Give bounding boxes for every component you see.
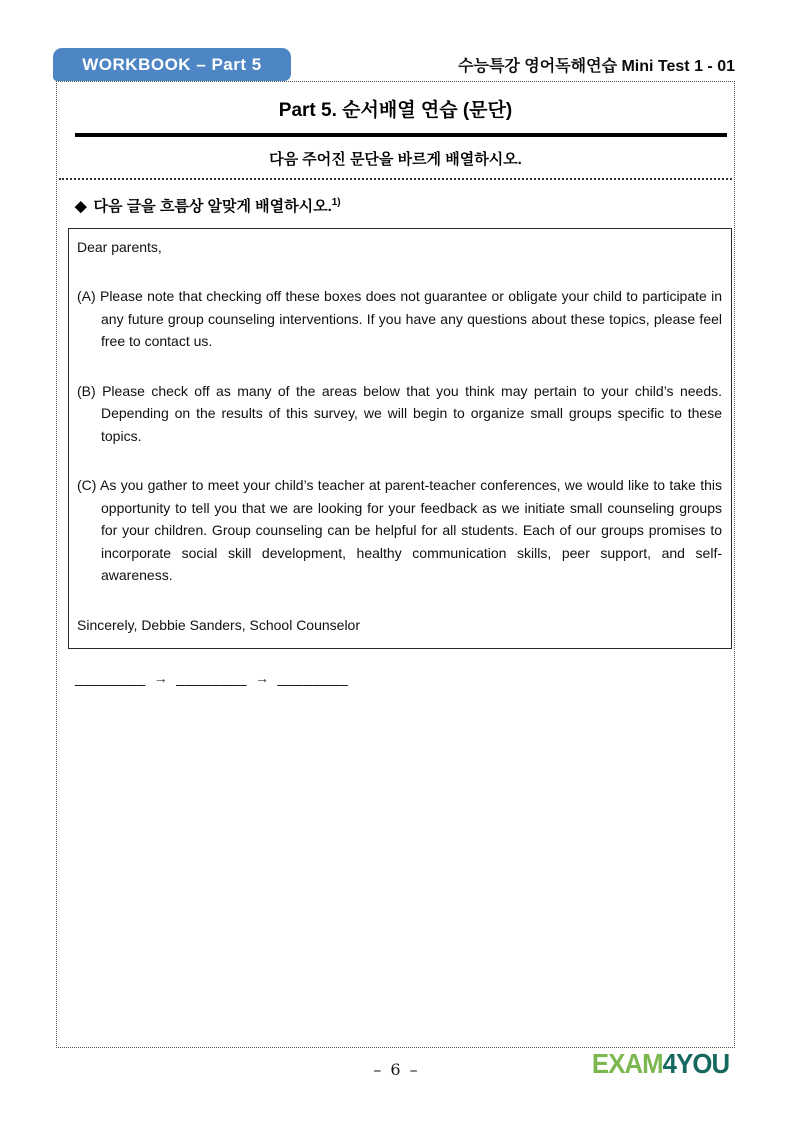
section-title: Part 5. 순서배열 연습 (문단): [278, 100, 513, 121]
workbook-part-tab-label: WORKBOOK – Part 5: [82, 54, 262, 74]
answer-blank-3: ________: [277, 670, 349, 687]
passage-closing: Sincerely, Debbie Sanders, School Counselor: [77, 616, 361, 633]
exam4you-logo: [592, 1048, 729, 1080]
answer-blank-1: ________: [75, 670, 146, 687]
dotted-divider: [59, 178, 732, 180]
paragraph-text: Please check off as many of the areas below that you think may pertain to your child’s needs. Depending on the results of this survey, we will begin to organize small groups specific to these topics.: [101, 382, 722, 444]
logo-text-exam: EXAM: [591, 1048, 663, 1079]
logo-text-4you: 4YOU: [662, 1048, 729, 1079]
document-title: 수능특강 영어독해연습 Mini Test 1 - 01: [458, 58, 735, 75]
passage-paragraph-b: [77, 380, 722, 448]
question-prompt-text: 다음 글을 흐름상 알맞게 배열하시오.: [93, 197, 332, 215]
passage-paragraph-a: [77, 285, 722, 353]
passage-paragraph-c: [77, 474, 722, 587]
diamond-bullet-icon: ◆: [75, 197, 87, 215]
arrow-icon: →: [153, 670, 169, 686]
arrow-icon: →: [255, 670, 270, 686]
passage-box: [68, 228, 732, 650]
question-number: 1): [331, 196, 341, 208]
section-instruction: 다음 주어진 문단을 바르게 배열하시오.: [269, 150, 522, 168]
paragraph-label: (B): [77, 382, 96, 399]
paragraph-text: As you gather to meet your child’s teacher at parent-teacher conferences, we would like to take this opportunity to tell you that we are looking for your feedback as we initiate small counseling groups for your children. Group counseling can be helpful for all students. Each of our groups promises to incorporate social skill development, healthy communication skills, peer support, and self-awareness.: [100, 477, 722, 583]
paragraph-label: (A): [77, 288, 96, 304]
passage-salutation: Dear parents,: [77, 238, 162, 255]
answer-blank-2: ________: [176, 670, 247, 687]
page-number: – 6 –: [373, 1060, 420, 1079]
title-divider: [75, 133, 727, 137]
question-prompt: [75, 195, 724, 216]
workbook-part-tab: [53, 48, 291, 81]
content-frame: [56, 81, 735, 1048]
answer-blanks: [75, 670, 734, 687]
paragraph-label: (C): [77, 477, 97, 493]
paragraph-text: Please note that checking off these boxes does not guarantee or obligate your child to participate in any future group counseling interventions. If you have any questions about these topics, please feel free to contact us.: [99, 288, 723, 349]
